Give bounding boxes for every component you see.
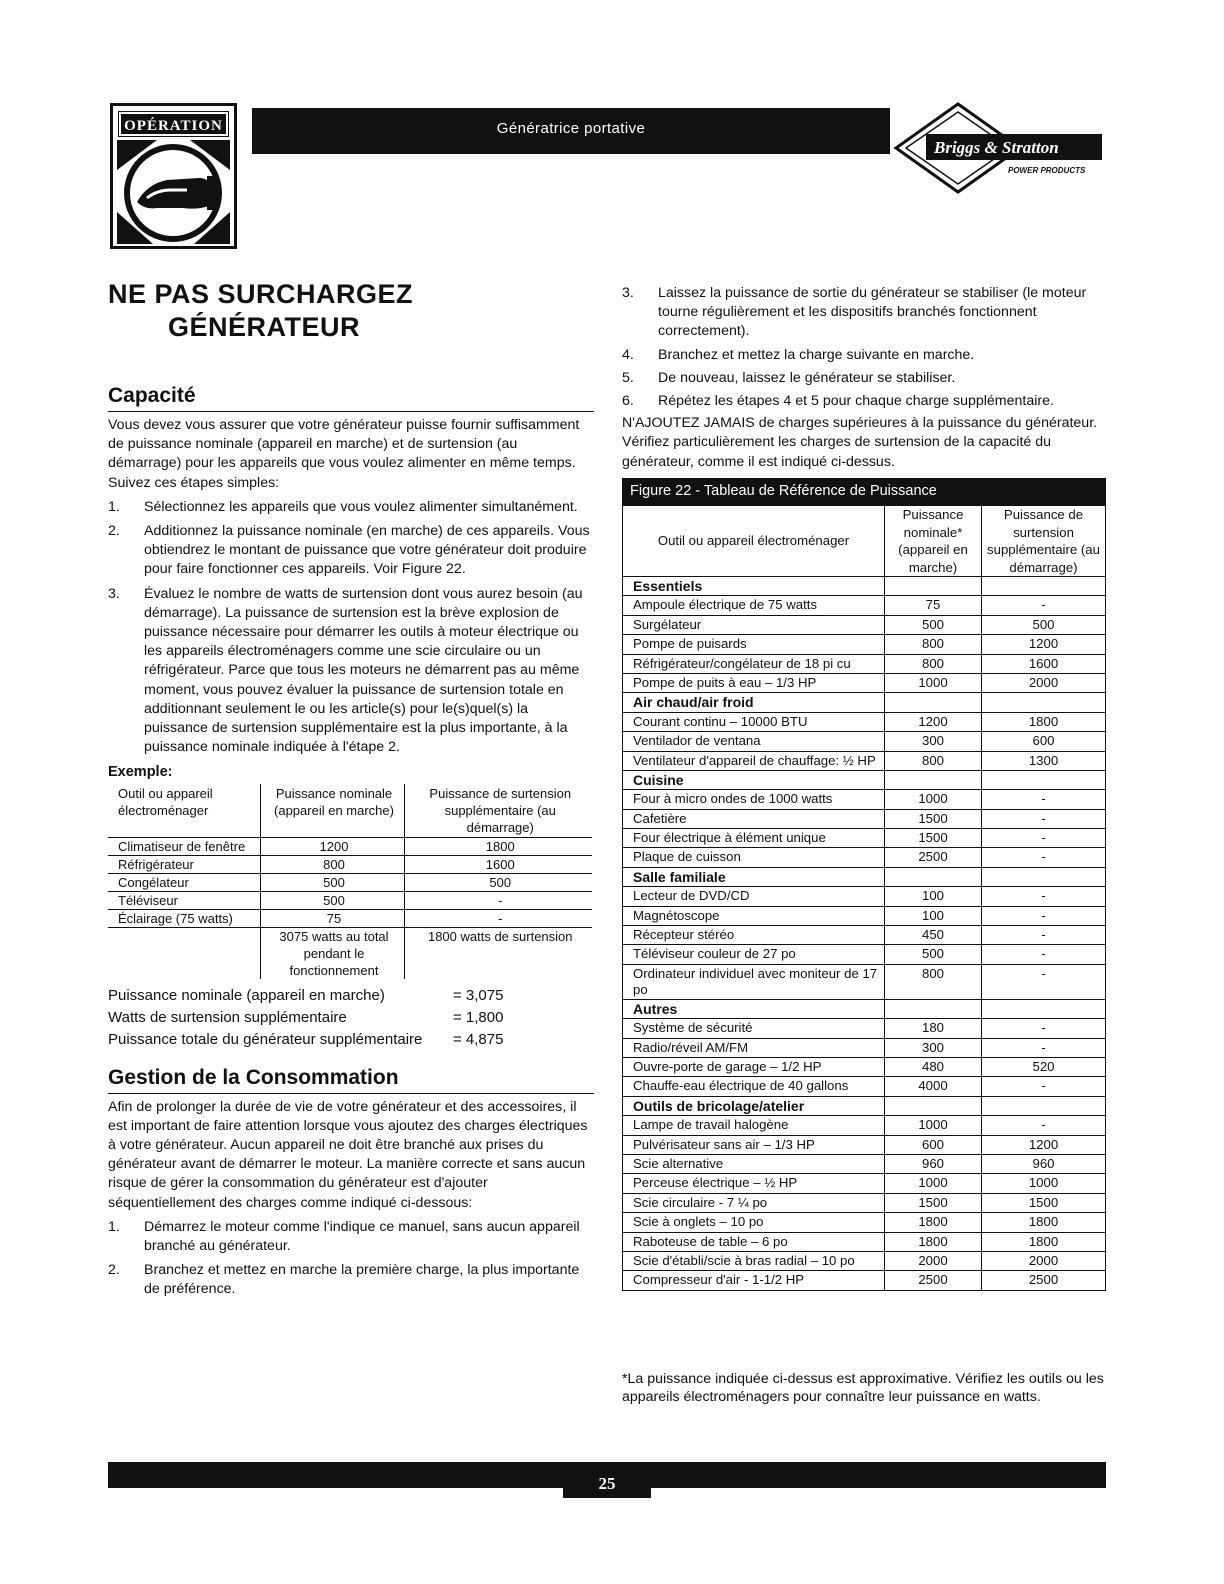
table-cell: 2000	[982, 673, 1106, 692]
step-number: 2.	[108, 1262, 120, 1279]
table-cell: Scie circulaire - 7 ¼ po	[623, 1193, 885, 1212]
table-cell: 1300	[982, 751, 1106, 770]
table-cell: 1000	[885, 1174, 982, 1193]
table-cell: 1500	[982, 1193, 1106, 1212]
table-row	[623, 945, 1106, 964]
table-row	[623, 615, 1106, 634]
table-cell: Scie à onglets – 10 po	[623, 1213, 885, 1232]
table-cell: -	[982, 926, 1106, 945]
table-cell: 500	[260, 891, 404, 909]
step-number: 5.	[622, 369, 634, 386]
table-cell	[982, 867, 1106, 886]
gestion-steps-right	[622, 284, 1106, 411]
operation-badge	[110, 103, 237, 249]
table-cell: 1500	[885, 1193, 982, 1212]
table-cell: -	[982, 848, 1106, 867]
table-cell: 1200	[885, 712, 982, 731]
table-cell: 4000	[885, 1077, 982, 1096]
gestion-heading: Gestion de la Consommation	[108, 1065, 594, 1094]
table-cell: Pulvérisateur sans air – 1/3 HP	[623, 1135, 885, 1154]
header-bar	[252, 108, 890, 154]
table-cell: 800	[260, 855, 404, 873]
step-text: Additionnez la puissance nominale (en marche) de ces appareils. Vous obtiendrez le montant de puissance que votre générateur doit produire pour faire fonctionner ces appareils. Voir Figure 22.	[144, 523, 590, 578]
table-cell: 1000	[885, 790, 982, 809]
sum-row	[108, 1029, 594, 1051]
power-sums	[108, 985, 594, 1051]
table-cell: Raboteuse de table – 6 po	[623, 1232, 885, 1251]
table-cell: 1000	[885, 673, 982, 692]
table-row	[623, 1213, 1106, 1232]
table-cell: -	[404, 891, 592, 909]
table-cell: Congélateur	[108, 873, 260, 891]
table-cell: 960	[982, 1154, 1106, 1173]
capacite-intro: Vous devez vous assurer que votre générateur puisse fournir suffisamment de puissance nominale (appareil en marche) et de surtension (au démarrage) pour les appareils que vous voulez alimenter en même temps. Suivez ces étapes simples:	[108, 417, 580, 491]
step-text: Démarrez le moteur comme l'indique ce manuel, sans aucun appareil branché au générateur.	[144, 1218, 580, 1255]
table-cell: 1800 watts de surtension	[404, 927, 592, 979]
table-row	[108, 909, 592, 927]
table-cell: Réfrigérateur/congélateur de 18 pi cu	[623, 654, 885, 673]
table-row	[623, 732, 1106, 751]
table-header: Outil ou appareil électroménager	[623, 506, 885, 577]
table-cell: Ventilateur d'appareil de chauffage: ½ HP	[623, 751, 885, 770]
table-cell	[982, 577, 1106, 596]
table-cell	[982, 999, 1106, 1018]
example-table	[108, 784, 592, 979]
left-column	[108, 278, 594, 1300]
step-number: 3.	[622, 285, 634, 301]
table-cell	[885, 1096, 982, 1115]
table-cell: Scie alternative	[623, 1154, 885, 1173]
table-cell: Cafetière	[623, 809, 885, 828]
table-cell: 500	[404, 873, 592, 891]
table-cell: 480	[885, 1057, 982, 1076]
table-row	[108, 873, 592, 891]
table-cell: 450	[885, 926, 982, 945]
sum-value: = 1,800	[453, 1008, 504, 1026]
table-cell: Éclairage (75 watts)	[108, 909, 260, 927]
step-text: Laissez la puissance de sortie du générateur se stabiliser (le moteur tourne régulièrement et les dispositifs branchés fonctionnent correctement).	[658, 285, 1087, 340]
table-row	[623, 1038, 1106, 1057]
table-cell: Ordinateur individuel avec moniteur de 17 po	[623, 964, 885, 999]
table-cell: 800	[885, 635, 982, 654]
sum-label: Puissance totale du générateur supplémentaire	[108, 1030, 423, 1048]
table-cell: 75	[885, 596, 982, 615]
table-cell: 1800	[982, 712, 1106, 731]
table-cell: 1800	[982, 1213, 1106, 1232]
table-cell: Compresseur d'air - 1-1/2 HP	[623, 1271, 885, 1290]
table-cell: Ventilador de ventana	[623, 732, 885, 751]
table-cell: Autres	[623, 999, 885, 1018]
brand-name: Briggs & Stratton	[934, 138, 1059, 157]
table-row	[623, 1251, 1106, 1270]
table-cell: 800	[885, 964, 982, 999]
table-cell: 2000	[982, 1251, 1106, 1270]
table-cell: -	[982, 964, 1106, 999]
capacite-steps	[108, 498, 594, 758]
table-cell: Récepteur stéréo	[623, 926, 885, 945]
step-text: Sélectionnez les appareils que vous voulez alimenter simultanément.	[144, 498, 578, 515]
right-column	[622, 284, 1106, 472]
table-cell: -	[982, 945, 1106, 964]
table-cell: Lampe de travail halogène	[623, 1116, 885, 1135]
step-item	[108, 1218, 594, 1256]
sum-value: = 3,075	[453, 986, 504, 1004]
table-row	[623, 596, 1106, 615]
table-cell: 1800	[404, 837, 592, 855]
table-cell	[885, 867, 982, 886]
table-cell: 2500	[885, 848, 982, 867]
step-number: 6.	[622, 393, 634, 410]
step-item	[108, 585, 594, 758]
table-row	[623, 673, 1106, 692]
table-cell: -	[982, 1116, 1106, 1135]
step-number: 3.	[108, 585, 120, 602]
table-cell: Salle familiale	[623, 867, 885, 886]
table-row	[623, 712, 1106, 731]
table-row	[108, 837, 592, 855]
table-header: Puissance de surtension supplémentaire (au démarrage)	[982, 506, 1106, 577]
table-cell: -	[982, 887, 1106, 906]
table-row	[623, 790, 1106, 809]
table-cell: -	[982, 1077, 1106, 1096]
header-title: Génératrice portative	[496, 120, 646, 137]
table-cell: 1000	[982, 1174, 1106, 1193]
table-cell: 2000	[885, 1251, 982, 1270]
table-row	[623, 1271, 1106, 1290]
table-row	[623, 654, 1106, 673]
table-cell: Magnétoscope	[623, 906, 885, 925]
table-row	[623, 809, 1106, 828]
table-cell: -	[982, 829, 1106, 848]
gestion-steps-left	[108, 1218, 594, 1300]
table-cell: Plaque de cuisson	[623, 848, 885, 867]
table-cell: 520	[982, 1057, 1106, 1076]
category-row	[623, 999, 1106, 1018]
example-header: Puissance nominale (appareil en marche)	[260, 784, 404, 838]
table-cell: -	[982, 596, 1106, 615]
table-cell: 1500	[885, 829, 982, 848]
table-header-row	[623, 506, 1106, 577]
table-cell	[108, 927, 260, 979]
table-row	[108, 855, 592, 873]
table-cell: -	[982, 1038, 1106, 1057]
table-cell: 1600	[982, 654, 1106, 673]
figure-title: Figure 22 - Tableau de Référence de Puissance	[622, 478, 1106, 505]
warning-text: N'AJOUTEZ JAMAIS de charges supérieures à la puissance du générateur. Vérifiez particulièrement les charges de surtension de la capacité du générateur, comme il est indiqué ci-dessus.	[622, 415, 1098, 470]
step-item	[108, 522, 594, 580]
table-cell: -	[982, 1019, 1106, 1038]
table-cell: Pompe de puits à eau – 1/3 HP	[623, 673, 885, 692]
briggs-stratton-logo	[888, 102, 1110, 194]
table-cell: 300	[885, 732, 982, 751]
table-cell: 500	[885, 615, 982, 634]
table-cell	[885, 999, 982, 1018]
table-cell: 1000	[885, 1116, 982, 1135]
table-cell: Four électrique à élément unique	[623, 829, 885, 848]
page-title-line2: GÉNÉRATEUR	[168, 312, 361, 342]
category-row	[623, 867, 1106, 886]
table-cell	[885, 577, 982, 596]
table-cell: Climatiseur de fenêtre	[108, 837, 260, 855]
sum-label: Watts de surtension supplémentaire	[108, 1008, 347, 1026]
table-row	[623, 1116, 1106, 1135]
table-cell: 800	[885, 751, 982, 770]
table-row	[623, 1135, 1106, 1154]
table-cell: 100	[885, 887, 982, 906]
table-cell	[885, 693, 982, 712]
table-cell: Pompe de puisards	[623, 635, 885, 654]
hand-icon	[117, 140, 230, 244]
page-title-line1: NE PAS SURCHARGEZ	[108, 279, 414, 309]
table-cell: Ampoule électrique de 75 watts	[623, 596, 885, 615]
table-cell: 1500	[885, 809, 982, 828]
table-cell: Scie d'établi/scie à bras radial – 10 po	[623, 1251, 885, 1270]
example-label: Exemple:	[108, 764, 173, 781]
table-cell: 2500	[885, 1271, 982, 1290]
capacite-heading: Capacité	[108, 383, 594, 412]
table-cell: Outils de bricolage/atelier	[623, 1096, 885, 1115]
table-totals-row	[108, 927, 592, 979]
table-row	[623, 635, 1106, 654]
table-header: Puissance nominale* (appareil en marche)	[885, 506, 982, 577]
step-item	[622, 369, 1106, 388]
example-header: Outil ou appareil électroménager	[108, 784, 260, 838]
step-number: 1.	[108, 498, 120, 515]
category-row	[623, 693, 1106, 712]
table-cell: 180	[885, 1019, 982, 1038]
sum-label: Puissance nominale (appareil en marche)	[108, 986, 385, 1004]
table-cell: Perceuse électrique – ½ HP	[623, 1174, 885, 1193]
page-number: 25	[563, 1466, 651, 1498]
table-cell	[982, 693, 1106, 712]
table-cell: Ouvre-porte de garage – 1/2 HP	[623, 1057, 885, 1076]
table-row	[623, 1193, 1106, 1212]
gestion-intro: Afin de prolonger la durée de vie de votre générateur et des accessoires, il est important de faire attention lorsque vous ajoutez des charges électriques à votre générateur. Aucun appareil ne doit être branché aux prises du générateur avant de démarrer le moteur. La manière correcte et sans aucun risque de gérer la consommation du générateur est d'ajouter séquentiellement des charges comme indiqué ci-dessous:	[108, 1098, 588, 1211]
table-cell: 2500	[982, 1271, 1106, 1290]
table-cell: Lecteur de DVD/CD	[623, 887, 885, 906]
table-cell: 1200	[982, 1135, 1106, 1154]
table-cell: 100	[885, 906, 982, 925]
table-row	[623, 1019, 1106, 1038]
page-title	[108, 278, 594, 344]
table-cell: Four à micro ondes de 1000 watts	[623, 790, 885, 809]
table-cell: Essentiels	[623, 577, 885, 596]
table-cell: -	[982, 809, 1106, 828]
table-cell: 600	[885, 1135, 982, 1154]
table-cell: 1200	[982, 635, 1106, 654]
step-item	[622, 346, 1106, 365]
table-cell: 1800	[885, 1213, 982, 1232]
table-cell: 300	[885, 1038, 982, 1057]
table-cell: Cuisine	[623, 770, 885, 789]
table-cell: 1600	[404, 855, 592, 873]
sum-row	[108, 1007, 594, 1029]
table-cell	[982, 770, 1106, 789]
table-row	[623, 848, 1106, 867]
power-reference-table	[622, 505, 1106, 1291]
table-cell: -	[404, 909, 592, 927]
step-number: 2.	[108, 523, 120, 540]
table-cell: 1200	[260, 837, 404, 855]
table-row	[623, 926, 1106, 945]
table-cell: Radio/réveil AM/FM	[623, 1038, 885, 1057]
table-cell: 600	[982, 732, 1106, 751]
table-cell: 800	[885, 654, 982, 673]
table-cell	[885, 770, 982, 789]
table-cell: 500	[260, 873, 404, 891]
table-cell: Surgélateur	[623, 615, 885, 634]
table-row	[623, 964, 1106, 999]
table-cell: Système de sécurité	[623, 1019, 885, 1038]
table-cell: Réfrigérateur	[108, 855, 260, 873]
category-row	[623, 577, 1106, 596]
table-cell	[982, 1096, 1106, 1115]
table-row	[623, 906, 1106, 925]
table-row	[623, 829, 1106, 848]
table-row	[623, 1174, 1106, 1193]
table-cell: Chauffe-eau électrique de 40 gallons	[623, 1077, 885, 1096]
table-cell: -	[982, 790, 1106, 809]
step-text: Répétez les étapes 4 et 5 pour chaque charge supplémentaire.	[658, 393, 1054, 410]
step-item	[108, 498, 594, 517]
step-text: Évaluez le nombre de watts de surtension dont vous aurez besoin (au démarrage). La puissance de surtension est la brève explosion de puissance nécessaire pour démarrer les outils à moteur électrique ou les appareils électroménagers comme une scie circulaire ou un réfrigérateur. Parce que tous les moteurs ne démarrent pas au même moment, vous pouvez évaluer la puissance de surtension totale en additionnant seulement le ou les article(s) pour le(s)quel(s) la puissance de surtension supplémentaire est la plus importante, à la puissance nominale indiquée à l'étape 2.	[144, 585, 583, 756]
step-text: De nouveau, laissez le générateur se stabiliser.	[658, 369, 956, 386]
step-item	[622, 284, 1106, 342]
table-cell: Téléviseur couleur de 27 po	[623, 945, 885, 964]
table-cell: Téléviseur	[108, 891, 260, 909]
step-text: Branchez et mettez la charge suivante en marche.	[658, 346, 975, 363]
table-row	[108, 891, 592, 909]
table-cell: -	[982, 906, 1106, 925]
footnote: *La puissance indiquée ci-dessus est approximative. Vérifiez les outils ou les appareils électroménagers pour connaître leur puissance en watts.	[622, 1371, 1104, 1405]
category-row	[623, 770, 1106, 789]
section-label: OPÉRATION	[119, 112, 228, 136]
sum-value: = 4,875	[453, 1030, 504, 1048]
table-cell: 500	[982, 615, 1106, 634]
table-row	[623, 1154, 1106, 1173]
table-cell: 1800	[982, 1232, 1106, 1251]
step-number: 1.	[108, 1218, 120, 1235]
table-cell: 500	[885, 945, 982, 964]
table-cell: Air chaud/air froid	[623, 693, 885, 712]
table-cell: 960	[885, 1154, 982, 1173]
table-cell: 1800	[885, 1232, 982, 1251]
table-row	[623, 751, 1106, 770]
step-item	[622, 392, 1106, 411]
table-row	[623, 1057, 1106, 1076]
table-row	[623, 1232, 1106, 1251]
table-row	[623, 887, 1106, 906]
table-body	[623, 577, 1106, 1291]
sum-row	[108, 985, 594, 1007]
table-row	[623, 1077, 1106, 1096]
table-cell: 3075 watts au total pendant le fonctionnement	[260, 927, 404, 979]
table-cell: 75	[260, 909, 404, 927]
table-cell: Courant continu – 10000 BTU	[623, 712, 885, 731]
step-number: 4.	[622, 346, 634, 363]
step-text: Branchez et mettez en marche la première charge, la plus importante de préférence.	[144, 1262, 580, 1298]
category-row	[623, 1096, 1106, 1115]
brand-sub: POWER PRODUCTS	[1008, 166, 1086, 175]
figure-22	[622, 478, 1106, 1291]
step-item	[108, 1261, 594, 1299]
example-header: Puissance de surtension supplémentaire (au démarrage)	[404, 784, 592, 838]
